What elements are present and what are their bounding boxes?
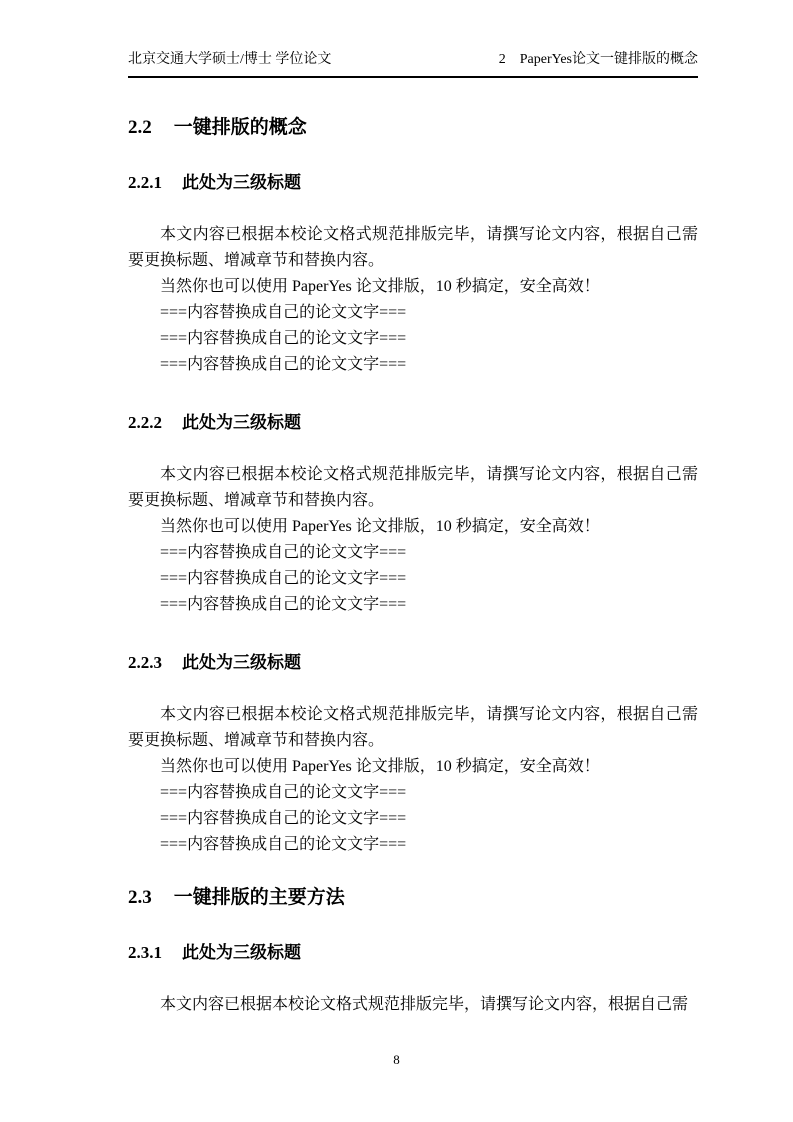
- section-number: 2.2.1: [128, 173, 162, 192]
- section-heading-2-2-3: [128, 650, 698, 676]
- section-title: 此处为三级标题: [182, 413, 301, 432]
- section-number: 2.2.3: [128, 653, 162, 672]
- section-2-2-3-body: [128, 702, 698, 858]
- header-left-text: 北京交通大学硕士/博士 学位论文: [128, 52, 332, 67]
- body-paragraph: 本文内容已根据本校论文格式规范排版完毕，请撰写论文内容，根据自己需要更换标题、增减章节和替换内容。: [128, 226, 698, 269]
- placeholder-line: ===内容替换成自己的论文文字===: [160, 784, 407, 801]
- body-paragraph: 本文内容已根据本校论文格式规范排版完毕，请撰写论文内容，根据自己需要更换标题、增减章节和替换内容。: [128, 706, 698, 749]
- section-number: 2.3: [128, 887, 152, 908]
- section-heading-2-3-1: [128, 940, 698, 966]
- placeholder-line: ===内容替换成自己的论文文字===: [160, 596, 407, 613]
- header-right-text: 2 PaperYes论文一键排版的概念: [498, 52, 698, 67]
- section-title: 一键排版的主要方法: [173, 887, 345, 908]
- section-heading-2-3: [128, 884, 698, 912]
- placeholder-line: ===内容替换成自己的论文文字===: [160, 810, 407, 827]
- body-paragraph: 当然你也可以使用 PaperYes 论文排版，10 秒搞定，安全高效！: [160, 278, 600, 295]
- section-number: 2.2.2: [128, 413, 162, 432]
- section-heading-2-2: [128, 114, 698, 142]
- section-number: 2.3.1: [128, 943, 162, 962]
- section-title: 此处为三级标题: [182, 173, 301, 192]
- section-title: 一键排版的概念: [173, 117, 307, 138]
- section-number: 2.2: [128, 117, 152, 138]
- section-2-2-2-body: [128, 462, 698, 618]
- placeholder-line: ===内容替换成自己的论文文字===: [160, 304, 407, 321]
- section-2-2-1-body: [128, 222, 698, 378]
- section-2-3-1-body: [128, 992, 698, 1018]
- placeholder-line: ===内容替换成自己的论文文字===: [160, 330, 407, 347]
- section-heading-2-2-2: [128, 410, 698, 436]
- body-paragraph: 本文内容已根据本校论文格式规范排版完毕，请撰写论文内容，根据自己需要更换标题、增减章节和替换内容。: [128, 466, 698, 509]
- section-title: 此处为三级标题: [182, 653, 301, 672]
- body-paragraph: 当然你也可以使用 PaperYes 论文排版，10 秒搞定，安全高效！: [160, 758, 600, 775]
- placeholder-line: ===内容替换成自己的论文文字===: [160, 356, 407, 373]
- section-title: 此处为三级标题: [182, 943, 301, 962]
- page-header: [128, 50, 698, 78]
- page-number: 8: [393, 1052, 400, 1067]
- body-paragraph-partial: 本文内容已根据本校论文格式规范排版完毕，请撰写论文内容，根据自己需: [160, 996, 689, 1013]
- placeholder-line: ===内容替换成自己的论文文字===: [160, 570, 407, 587]
- page-footer: [0, 1052, 793, 1068]
- placeholder-line: ===内容替换成自己的论文文字===: [160, 544, 407, 561]
- section-heading-2-2-1: [128, 170, 698, 196]
- body-paragraph: 当然你也可以使用 PaperYes 论文排版，10 秒搞定，安全高效！: [160, 518, 600, 535]
- placeholder-line: ===内容替换成自己的论文文字===: [160, 836, 407, 853]
